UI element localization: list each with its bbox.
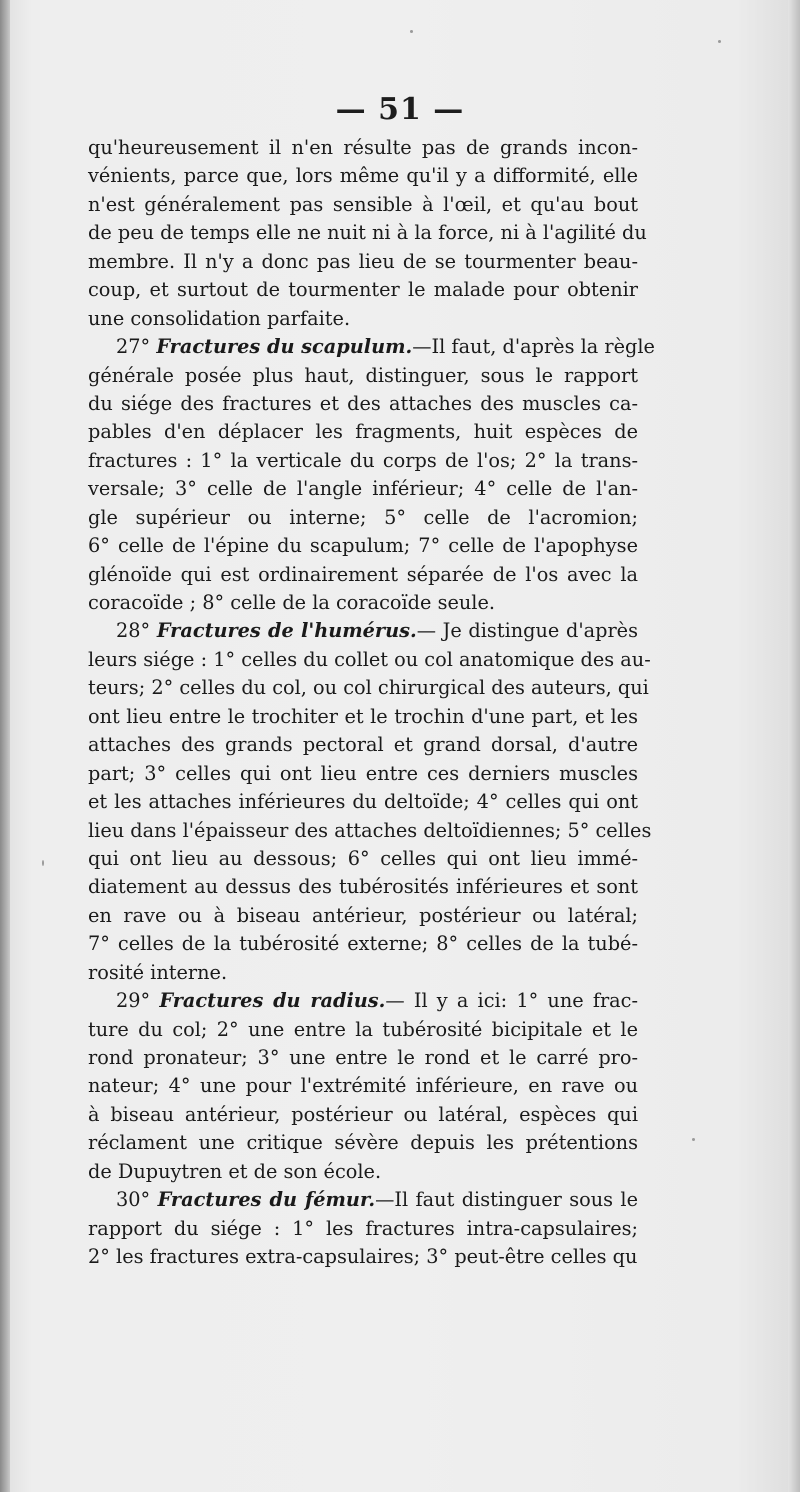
text-line: [88, 191, 638, 219]
body-text: [88, 134, 655, 1272]
text-line: [88, 760, 638, 788]
line-text: lieu dans l'épaisseur des attaches deltoïdiennes; 5° celles: [88, 818, 652, 842]
line-text: ture du col; 2° une entre la tubérosité bicipitale et le: [88, 1017, 638, 1041]
text-line: [88, 674, 649, 702]
line-text: ont lieu entre le trochiter et le trochin d'une part, et les: [88, 704, 638, 728]
line-text: n'est généralement pas sensible à l'œil, et qu'au bout: [88, 192, 638, 216]
text-line: [88, 589, 638, 617]
line-text: réclament une critique sévère depuis les prétentions: [88, 1131, 638, 1155]
line-text: de peu de temps elle ne nuit ni à la force, ni à l'agilité du: [88, 221, 647, 245]
text-line: [88, 1129, 638, 1157]
text-line: [88, 845, 638, 873]
text-line: [88, 987, 638, 1015]
section-title: Fractures de l'humérus.: [156, 619, 417, 643]
text-line: [88, 418, 638, 446]
text-line: [88, 305, 638, 333]
paper-speck: [692, 1138, 695, 1141]
line-text: gle supérieur ou interne; 5° celle de l'acromion;: [88, 505, 638, 529]
text-line: [88, 930, 638, 958]
paper-speck: [410, 30, 413, 33]
line-text: nateur; 4° une pour l'extrémité inférieure, en rave ou: [88, 1074, 638, 1098]
text-line: [88, 561, 638, 589]
text-line: [88, 1158, 638, 1186]
section-title: Fractures du scapulum.: [156, 335, 413, 359]
text-line: [88, 1016, 638, 1044]
text-line: [88, 959, 638, 987]
line-text: vénients, parce que, lors même qu'il y a difformité, elle: [88, 164, 638, 188]
line-text: — Je distingue d'après: [416, 619, 638, 643]
text-line: [88, 788, 638, 816]
line-text: générale posée plus haut, distinguer, sous le rapport: [88, 363, 638, 387]
text-line: [88, 134, 638, 162]
text-line: [88, 162, 638, 190]
line-text: pables d'en déplacer les fragments, huit espèces de: [88, 420, 638, 444]
line-text: — Il y a ici: 1° une frac-: [385, 989, 638, 1013]
paper-speck: [718, 40, 721, 43]
line-text: qui ont lieu au dessous; 6° celles qui ont lieu immé-: [88, 846, 638, 870]
line-text: fractures : 1° la verticale du corps de l'os; 2° la trans-: [88, 448, 638, 472]
section-title: Fractures du fémur.: [157, 1188, 376, 1212]
line-text: rond pronateur; 3° une entre le rond et le carré pro-: [88, 1046, 638, 1069]
text-line: [88, 333, 655, 361]
text-line: [88, 390, 638, 418]
line-text: de Dupuytren et de son école.: [88, 1159, 382, 1183]
text-line: [88, 1215, 638, 1243]
section-number: 27°: [116, 335, 157, 359]
text-line: [88, 1243, 638, 1271]
line-text: et les attaches inférieures du deltoïde; 4° celles qui ont: [88, 790, 638, 814]
line-text: rapport du siége : 1° les fractures intra-capsulaires;: [88, 1216, 638, 1240]
text-line: [88, 617, 638, 645]
paper-speck: [42, 860, 44, 866]
text-line: [88, 646, 651, 674]
page-number: — 51 —: [335, 92, 465, 127]
text-line: [88, 902, 638, 930]
text-line: [88, 731, 638, 759]
line-text: part; 3° celles qui ont lieu entre ces derniers muscles: [88, 761, 638, 785]
text-line: [88, 447, 638, 475]
section-number: 28°: [116, 619, 157, 643]
line-text: du siége des fractures et des attaches des muscles ca-: [88, 391, 638, 415]
section-number: 29°: [116, 989, 160, 1013]
text-line: [88, 1101, 638, 1129]
line-text: —Il faut, d'après la règle: [412, 335, 655, 359]
line-text: à biseau antérieur, postérieur ou latéral, espèces qui: [88, 1102, 638, 1126]
page-edge-left: [0, 0, 10, 1492]
text-line: [88, 873, 638, 901]
text-line: [88, 248, 638, 276]
line-text: une consolidation parfaite.: [88, 306, 351, 330]
line-text: coracoïde ; 8° celle de la coracoïde seule.: [88, 591, 495, 614]
page-edge-right: [788, 0, 800, 1492]
line-text: teurs; 2° celles du col, ou col chirurgical des auteurs, qui: [88, 676, 649, 700]
line-text: qu'heureusement il n'en résulte pas de grands incon-: [88, 136, 638, 159]
section-title: Fractures du radius.: [159, 989, 386, 1013]
line-text: —Il faut distinguer sous le: [375, 1188, 638, 1212]
text-line: [88, 817, 652, 845]
line-text: diatement au dessus des tubérosités inférieures et sont: [88, 875, 638, 899]
text-line: [88, 219, 647, 247]
line-text: attaches des grands pectoral et grand dorsal, d'autre: [88, 733, 638, 757]
text-line: [88, 504, 638, 532]
line-text: membre. Il n'y a donc pas lieu de se tourmenter beau-: [88, 249, 638, 273]
line-text: 7° celles de la tubérosité externe; 8° celles de la tubé-: [88, 932, 638, 956]
line-text: 2° les fractures extra-capsulaires; 3° peut-être celles qu: [88, 1245, 638, 1269]
text-line: [88, 1072, 638, 1100]
text-line: [88, 475, 638, 503]
text-line: [88, 1044, 638, 1072]
text-line: [88, 1186, 638, 1214]
line-text: rosité interne.: [88, 960, 228, 984]
line-text: en rave ou à biseau antérieur, postérieur ou latéral;: [88, 903, 638, 927]
line-text: glénoïde qui est ordinairement séparée de l'os avec la: [88, 562, 638, 586]
line-text: coup, et surtout de tourmenter le malade pour obtenir: [88, 278, 638, 302]
line-text: 6° celle de l'épine du scapulum; 7° celle de l'apophyse: [88, 534, 638, 558]
text-line: [88, 362, 638, 390]
section-number: 30°: [116, 1188, 158, 1212]
line-text: versale; 3° celle de l'angle inférieur; 4° celle de l'an-: [88, 477, 638, 501]
text-line: [88, 703, 638, 731]
line-text: leurs siége : 1° celles du collet ou col anatomique des au-: [88, 647, 651, 671]
text-line: [88, 276, 638, 304]
text-line: [88, 532, 638, 560]
